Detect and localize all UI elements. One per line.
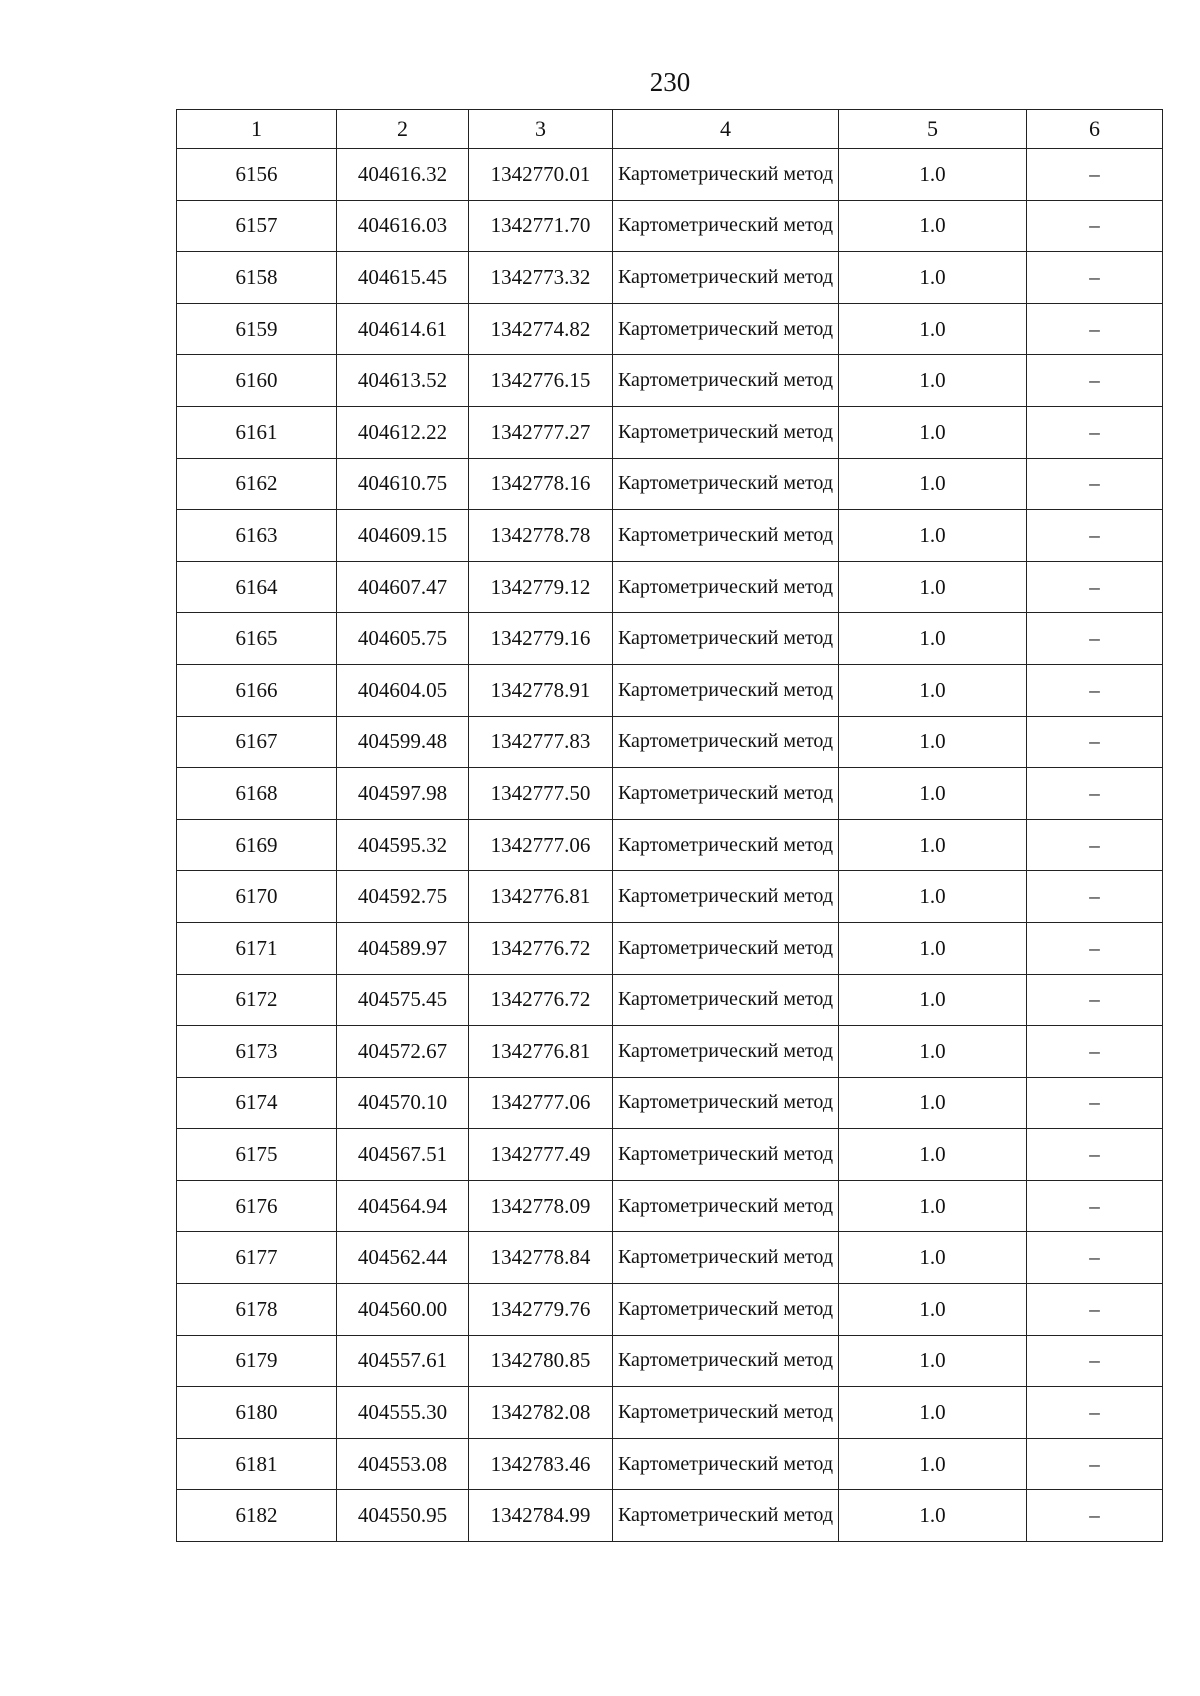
y-coordinate-cell: 1342782.08 bbox=[469, 1387, 613, 1439]
table-row bbox=[177, 458, 1163, 510]
accuracy-cell: 1.0 bbox=[839, 922, 1027, 974]
note-cell: – bbox=[1027, 1026, 1163, 1078]
accuracy-cell: 1.0 bbox=[839, 149, 1027, 201]
table-row bbox=[177, 1387, 1163, 1439]
x-coordinate-cell: 404615.45 bbox=[337, 252, 469, 304]
table-row bbox=[177, 768, 1163, 820]
y-coordinate-cell: 1342778.16 bbox=[469, 458, 613, 510]
table-row bbox=[177, 355, 1163, 407]
column-header-5: 5 bbox=[839, 110, 1027, 149]
y-coordinate-cell: 1342776.81 bbox=[469, 1026, 613, 1078]
table-row bbox=[177, 303, 1163, 355]
method-cell: Картометрический метод bbox=[613, 458, 839, 510]
accuracy-cell: 1.0 bbox=[839, 510, 1027, 562]
note-cell: – bbox=[1027, 561, 1163, 613]
accuracy-cell: 1.0 bbox=[839, 1438, 1027, 1490]
accuracy-cell: 1.0 bbox=[839, 252, 1027, 304]
method-cell: Картометрический метод bbox=[613, 1077, 839, 1129]
note-cell: – bbox=[1027, 510, 1163, 562]
method-cell: Картометрический метод bbox=[613, 716, 839, 768]
point-number-cell: 6161 bbox=[177, 406, 337, 458]
y-coordinate-cell: 1342784.99 bbox=[469, 1490, 613, 1542]
method-cell: Картометрический метод bbox=[613, 1490, 839, 1542]
accuracy-cell: 1.0 bbox=[839, 303, 1027, 355]
point-number-cell: 6163 bbox=[177, 510, 337, 562]
note-cell: – bbox=[1027, 819, 1163, 871]
point-number-cell: 6156 bbox=[177, 149, 337, 201]
x-coordinate-cell: 404564.94 bbox=[337, 1180, 469, 1232]
accuracy-cell: 1.0 bbox=[839, 1387, 1027, 1439]
table-row bbox=[177, 406, 1163, 458]
method-cell: Картометрический метод bbox=[613, 871, 839, 923]
point-number-cell: 6173 bbox=[177, 1026, 337, 1078]
table-row bbox=[177, 252, 1163, 304]
accuracy-cell: 1.0 bbox=[839, 200, 1027, 252]
y-coordinate-cell: 1342779.16 bbox=[469, 613, 613, 665]
point-number-cell: 6160 bbox=[177, 355, 337, 407]
x-coordinate-cell: 404607.47 bbox=[337, 561, 469, 613]
table-row bbox=[177, 1180, 1163, 1232]
point-number-cell: 6176 bbox=[177, 1180, 337, 1232]
method-cell: Картометрический метод bbox=[613, 922, 839, 974]
column-header-1: 1 bbox=[177, 110, 337, 149]
note-cell: – bbox=[1027, 200, 1163, 252]
y-coordinate-cell: 1342774.82 bbox=[469, 303, 613, 355]
table-row bbox=[177, 200, 1163, 252]
table-row bbox=[177, 1438, 1163, 1490]
method-cell: Картометрический метод bbox=[613, 149, 839, 201]
y-coordinate-cell: 1342777.06 bbox=[469, 819, 613, 871]
table-row bbox=[177, 716, 1163, 768]
note-cell: – bbox=[1027, 303, 1163, 355]
note-cell: – bbox=[1027, 871, 1163, 923]
x-coordinate-cell: 404575.45 bbox=[337, 974, 469, 1026]
note-cell: – bbox=[1027, 406, 1163, 458]
accuracy-cell: 1.0 bbox=[839, 664, 1027, 716]
point-number-cell: 6175 bbox=[177, 1129, 337, 1181]
y-coordinate-cell: 1342777.06 bbox=[469, 1077, 613, 1129]
y-coordinate-cell: 1342778.84 bbox=[469, 1232, 613, 1284]
y-coordinate-cell: 1342776.72 bbox=[469, 974, 613, 1026]
x-coordinate-cell: 404610.75 bbox=[337, 458, 469, 510]
table-row bbox=[177, 922, 1163, 974]
y-coordinate-cell: 1342776.72 bbox=[469, 922, 613, 974]
x-coordinate-cell: 404612.22 bbox=[337, 406, 469, 458]
method-cell: Картометрический метод bbox=[613, 613, 839, 665]
x-coordinate-cell: 404570.10 bbox=[337, 1077, 469, 1129]
method-cell: Картометрический метод bbox=[613, 561, 839, 613]
table-row bbox=[177, 1335, 1163, 1387]
point-number-cell: 6178 bbox=[177, 1284, 337, 1336]
point-number-cell: 6169 bbox=[177, 819, 337, 871]
x-coordinate-cell: 404562.44 bbox=[337, 1232, 469, 1284]
table-row bbox=[177, 871, 1163, 923]
y-coordinate-cell: 1342778.91 bbox=[469, 664, 613, 716]
y-coordinate-cell: 1342778.09 bbox=[469, 1180, 613, 1232]
accuracy-cell: 1.0 bbox=[839, 458, 1027, 510]
note-cell: – bbox=[1027, 149, 1163, 201]
note-cell: – bbox=[1027, 1180, 1163, 1232]
method-cell: Картометрический метод bbox=[613, 1232, 839, 1284]
table-body bbox=[177, 149, 1163, 1542]
note-cell: – bbox=[1027, 1387, 1163, 1439]
column-header-4: 4 bbox=[613, 110, 839, 149]
point-number-cell: 6162 bbox=[177, 458, 337, 510]
x-coordinate-cell: 404599.48 bbox=[337, 716, 469, 768]
note-cell: – bbox=[1027, 768, 1163, 820]
y-coordinate-cell: 1342771.70 bbox=[469, 200, 613, 252]
x-coordinate-cell: 404572.67 bbox=[337, 1026, 469, 1078]
accuracy-cell: 1.0 bbox=[839, 1335, 1027, 1387]
method-cell: Картометрический метод bbox=[613, 768, 839, 820]
point-number-cell: 6181 bbox=[177, 1438, 337, 1490]
method-cell: Картометрический метод bbox=[613, 303, 839, 355]
note-cell: – bbox=[1027, 664, 1163, 716]
y-coordinate-cell: 1342773.32 bbox=[469, 252, 613, 304]
table-row bbox=[177, 664, 1163, 716]
note-cell: – bbox=[1027, 922, 1163, 974]
point-number-cell: 6165 bbox=[177, 613, 337, 665]
page-number: 230 bbox=[649, 67, 691, 97]
x-coordinate-cell: 404557.61 bbox=[337, 1335, 469, 1387]
point-number-cell: 6170 bbox=[177, 871, 337, 923]
point-number-cell: 6179 bbox=[177, 1335, 337, 1387]
note-cell: – bbox=[1027, 974, 1163, 1026]
accuracy-cell: 1.0 bbox=[839, 768, 1027, 820]
y-coordinate-cell: 1342776.15 bbox=[469, 355, 613, 407]
x-coordinate-cell: 404589.97 bbox=[337, 922, 469, 974]
table-row bbox=[177, 561, 1163, 613]
accuracy-cell: 1.0 bbox=[839, 1490, 1027, 1542]
point-number-cell: 6157 bbox=[177, 200, 337, 252]
x-coordinate-cell: 404560.00 bbox=[337, 1284, 469, 1336]
coordinates-table bbox=[176, 109, 1163, 1542]
point-number-cell: 6158 bbox=[177, 252, 337, 304]
method-cell: Картометрический метод bbox=[613, 1129, 839, 1181]
method-cell: Картометрический метод bbox=[613, 1026, 839, 1078]
point-number-cell: 6166 bbox=[177, 664, 337, 716]
table-row bbox=[177, 974, 1163, 1026]
y-coordinate-cell: 1342776.81 bbox=[469, 871, 613, 923]
table-row bbox=[177, 1232, 1163, 1284]
accuracy-cell: 1.0 bbox=[839, 716, 1027, 768]
point-number-cell: 6182 bbox=[177, 1490, 337, 1542]
column-header-6: 6 bbox=[1027, 110, 1163, 149]
table-row bbox=[177, 819, 1163, 871]
y-coordinate-cell: 1342779.12 bbox=[469, 561, 613, 613]
x-coordinate-cell: 404613.52 bbox=[337, 355, 469, 407]
x-coordinate-cell: 404609.15 bbox=[337, 510, 469, 562]
point-number-cell: 6171 bbox=[177, 922, 337, 974]
note-cell: – bbox=[1027, 1284, 1163, 1336]
accuracy-cell: 1.0 bbox=[839, 355, 1027, 407]
table-row bbox=[177, 1077, 1163, 1129]
accuracy-cell: 1.0 bbox=[839, 1284, 1027, 1336]
accuracy-cell: 1.0 bbox=[839, 561, 1027, 613]
accuracy-cell: 1.0 bbox=[839, 974, 1027, 1026]
table-row bbox=[177, 613, 1163, 665]
table-row bbox=[177, 510, 1163, 562]
x-coordinate-cell: 404597.98 bbox=[337, 768, 469, 820]
accuracy-cell: 1.0 bbox=[839, 1180, 1027, 1232]
y-coordinate-cell: 1342778.78 bbox=[469, 510, 613, 562]
y-coordinate-cell: 1342780.85 bbox=[469, 1335, 613, 1387]
table-row bbox=[177, 1490, 1163, 1542]
point-number-cell: 6168 bbox=[177, 768, 337, 820]
column-header-2: 2 bbox=[337, 110, 469, 149]
x-coordinate-cell: 404553.08 bbox=[337, 1438, 469, 1490]
accuracy-cell: 1.0 bbox=[839, 1026, 1027, 1078]
y-coordinate-cell: 1342777.83 bbox=[469, 716, 613, 768]
note-cell: – bbox=[1027, 1232, 1163, 1284]
x-coordinate-cell: 404567.51 bbox=[337, 1129, 469, 1181]
method-cell: Картометрический метод bbox=[613, 355, 839, 407]
method-cell: Картометрический метод bbox=[613, 406, 839, 458]
y-coordinate-cell: 1342777.50 bbox=[469, 768, 613, 820]
table-row bbox=[177, 1129, 1163, 1181]
accuracy-cell: 1.0 bbox=[839, 406, 1027, 458]
accuracy-cell: 1.0 bbox=[839, 819, 1027, 871]
x-coordinate-cell: 404555.30 bbox=[337, 1387, 469, 1439]
y-coordinate-cell: 1342770.01 bbox=[469, 149, 613, 201]
note-cell: – bbox=[1027, 1490, 1163, 1542]
accuracy-cell: 1.0 bbox=[839, 1129, 1027, 1181]
y-coordinate-cell: 1342777.27 bbox=[469, 406, 613, 458]
point-number-cell: 6180 bbox=[177, 1387, 337, 1439]
x-coordinate-cell: 404604.05 bbox=[337, 664, 469, 716]
x-coordinate-cell: 404550.95 bbox=[337, 1490, 469, 1542]
point-number-cell: 6164 bbox=[177, 561, 337, 613]
y-coordinate-cell: 1342777.49 bbox=[469, 1129, 613, 1181]
table-row bbox=[177, 149, 1163, 201]
note-cell: – bbox=[1027, 1077, 1163, 1129]
method-cell: Картометрический метод bbox=[613, 1438, 839, 1490]
accuracy-cell: 1.0 bbox=[839, 613, 1027, 665]
point-number-cell: 6177 bbox=[177, 1232, 337, 1284]
note-cell: – bbox=[1027, 458, 1163, 510]
method-cell: Картометрический метод bbox=[613, 974, 839, 1026]
x-coordinate-cell: 404616.32 bbox=[337, 149, 469, 201]
point-number-cell: 6174 bbox=[177, 1077, 337, 1129]
method-cell: Картометрический метод bbox=[613, 510, 839, 562]
method-cell: Картометрический метод bbox=[613, 1284, 839, 1336]
table-row bbox=[177, 1026, 1163, 1078]
y-coordinate-cell: 1342783.46 bbox=[469, 1438, 613, 1490]
accuracy-cell: 1.0 bbox=[839, 871, 1027, 923]
note-cell: – bbox=[1027, 1438, 1163, 1490]
y-coordinate-cell: 1342779.76 bbox=[469, 1284, 613, 1336]
method-cell: Картометрический метод bbox=[613, 252, 839, 304]
note-cell: – bbox=[1027, 252, 1163, 304]
x-coordinate-cell: 404616.03 bbox=[337, 200, 469, 252]
method-cell: Картометрический метод bbox=[613, 1180, 839, 1232]
x-coordinate-cell: 404595.32 bbox=[337, 819, 469, 871]
note-cell: – bbox=[1027, 1335, 1163, 1387]
point-number-cell: 6172 bbox=[177, 974, 337, 1026]
method-cell: Картометрический метод bbox=[613, 664, 839, 716]
table-row bbox=[177, 1284, 1163, 1336]
note-cell: – bbox=[1027, 716, 1163, 768]
accuracy-cell: 1.0 bbox=[839, 1232, 1027, 1284]
note-cell: – bbox=[1027, 613, 1163, 665]
table-header-row bbox=[177, 110, 1163, 149]
method-cell: Картометрический метод bbox=[613, 200, 839, 252]
point-number-cell: 6167 bbox=[177, 716, 337, 768]
note-cell: – bbox=[1027, 1129, 1163, 1181]
method-cell: Картометрический метод bbox=[613, 1387, 839, 1439]
x-coordinate-cell: 404592.75 bbox=[337, 871, 469, 923]
point-number-cell: 6159 bbox=[177, 303, 337, 355]
column-header-3: 3 bbox=[469, 110, 613, 149]
accuracy-cell: 1.0 bbox=[839, 1077, 1027, 1129]
x-coordinate-cell: 404614.61 bbox=[337, 303, 469, 355]
method-cell: Картометрический метод bbox=[613, 1335, 839, 1387]
x-coordinate-cell: 404605.75 bbox=[337, 613, 469, 665]
method-cell: Картометрический метод bbox=[613, 819, 839, 871]
note-cell: – bbox=[1027, 355, 1163, 407]
